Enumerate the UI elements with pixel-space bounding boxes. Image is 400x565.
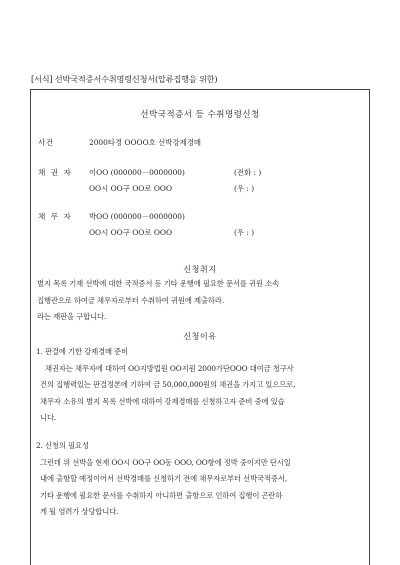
purpose-line: 집행관으로 하여금 채무자로부터 수취하여 귀원에 제출하라. bbox=[37, 295, 225, 305]
creditor-name: 이OO (000000－0000000) bbox=[89, 168, 185, 177]
reason-section-2 bbox=[36, 438, 291, 521]
purpose-heading: 신청취지 bbox=[183, 265, 217, 274]
section-line: 게 될 염려가 상당합니다. bbox=[40, 507, 119, 516]
purpose-line: 별지 목록 기재 선박에 대한 국적증서 등 기타 운행에 필요한 문서를 귀원 소속 bbox=[37, 279, 280, 288]
section-line: 니다. bbox=[40, 413, 57, 422]
creditor-address: OO시 OO구 OO로 OOO bbox=[89, 184, 172, 193]
creditor-postal: (우 : ) bbox=[234, 184, 255, 193]
document-frame bbox=[30, 89, 370, 565]
creditor-label: 채 권 자 bbox=[38, 168, 73, 177]
section-line: 내에 출항할 예정이어서 선박경매를 신청하기 전에 채무자로부터 선박국적증서, bbox=[40, 474, 288, 483]
section-title: 1. 판결에 기한 강제경매 준비 bbox=[36, 347, 129, 356]
section-line: 채무자 소유의 별지 목록 선박에 대하여 강제경매를 신청하고자 준비 중에 있습 bbox=[40, 396, 285, 406]
case-value: 2000타경 OOOO호 선박강제경매 bbox=[89, 138, 201, 147]
debtor-postal: (우 : ) bbox=[234, 228, 255, 237]
debtor-name: 박OO (000000－0000000) bbox=[89, 212, 185, 221]
debtor-address: OO시 OO구 OO로 OOO bbox=[89, 228, 172, 237]
reasons-heading: 신청이유 bbox=[183, 332, 217, 341]
section-title: 2. 신청의 필요성 bbox=[36, 441, 89, 450]
form-label: [서식] 선박국적증서수취명령신청서(압류집행을 위한) bbox=[31, 74, 218, 84]
debtor-label: 채 무 자 bbox=[38, 212, 73, 221]
reason-section-1 bbox=[36, 344, 295, 427]
section-line: 건의 집행력있는 판결정본에 기하여 금 50,000,000원의 채권을 가지고 있으므로, bbox=[40, 380, 296, 389]
purpose-text bbox=[37, 276, 279, 326]
section-line: 기타 운행에 필요한 문서를 수취하지 아니하면 출항으로 인하여 집행이 곤란하 bbox=[40, 490, 283, 500]
document-title: 선박국적증서 등 수취명령신청 bbox=[140, 110, 260, 120]
purpose-line: 라는 재판을 구합니다. bbox=[37, 312, 107, 321]
section-line: 채권자는 채무자에 대하여 OO지방법원 OO지원 2000가단OOO 대여금 청구사 bbox=[45, 363, 294, 373]
case-label: 사건 bbox=[38, 138, 54, 147]
section-line: 그런데 위 선박을 현재 OO시 OO구 OO동 OOO, OO항에 정박 중이지만 단시일 bbox=[40, 457, 291, 467]
creditor-phone: (전화 : ) bbox=[234, 168, 262, 177]
